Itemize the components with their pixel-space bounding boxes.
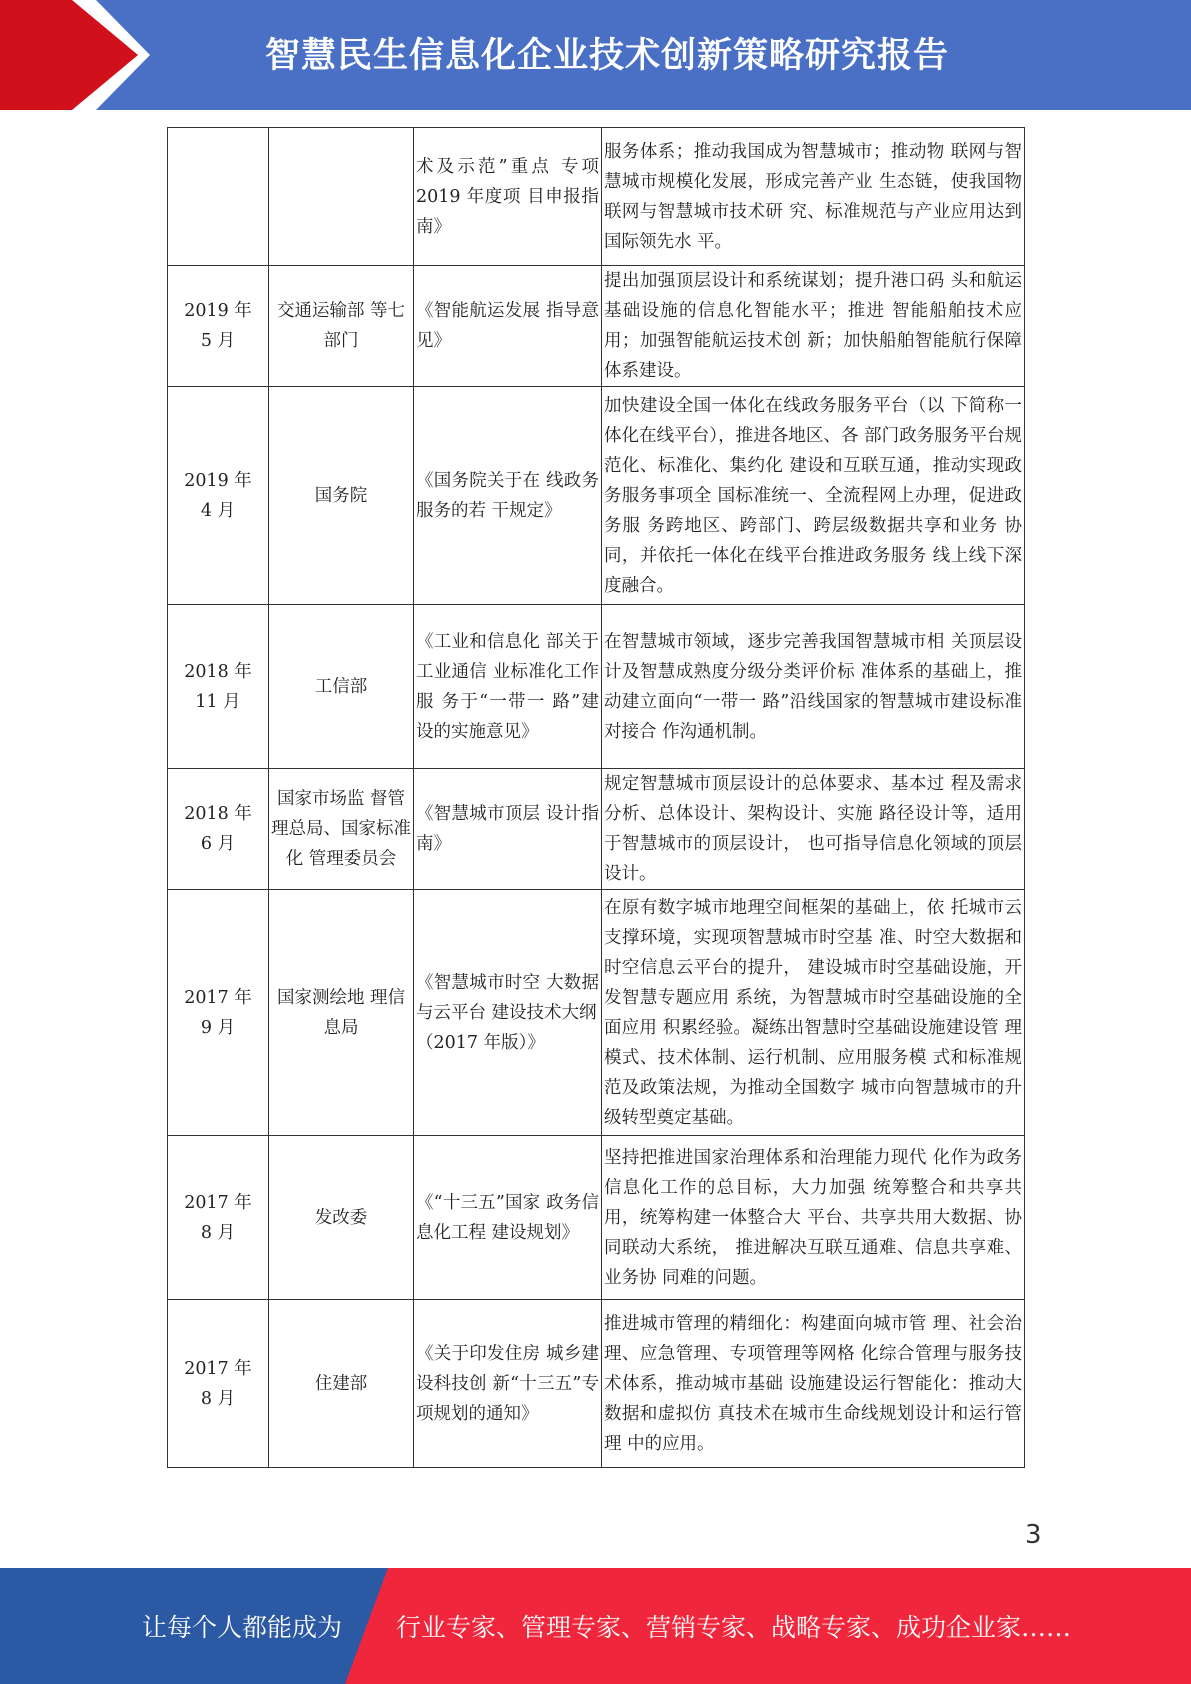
table-row: [168, 387, 1025, 605]
table-row: [168, 769, 1025, 890]
report-title: 智慧民生信息化企业技术创新策略研究报告: [265, 36, 950, 76]
date-cell: 2018 年 6 月: [168, 769, 269, 890]
org-cell: 工信部: [269, 605, 414, 769]
org-cell: 交通运输部 等七部门: [269, 266, 414, 387]
doc-cell: 《关于印发住房 城乡建设科技创 新“十三五”专 项规划的通知》: [414, 1300, 602, 1468]
footer-slogan-left: 让每个人都能成为: [142, 1613, 343, 1642]
page-number: 3: [1025, 1520, 1042, 1550]
doc-cell: 《智慧城市顶层 设计指南》: [414, 769, 602, 890]
date-cell: [168, 128, 269, 266]
doc-cell: 《“十三五”国家 政务信息化工程 建设规划》: [414, 1136, 602, 1300]
org-cell: 发改委: [269, 1136, 414, 1300]
policy-table: [167, 127, 1025, 1468]
page-footer: [0, 1568, 1191, 1684]
date-cell: 2018 年 11 月: [168, 605, 269, 769]
doc-cell: 《国务院关于在 线政务服务的若 干规定》: [414, 387, 602, 605]
date-cell: 2017 年 8 月: [168, 1136, 269, 1300]
table-row: [168, 890, 1025, 1136]
content-cell: 服务体系；推动我国成为智慧城市；推动物 联网与智慧城市规模化发展，形成完善产业 生态链，使我国物联网与智慧城市技术研 究、标准规范与产业应用达到国际领先水 平。: [602, 128, 1025, 266]
doc-cell: 术及示范”重点 专项 2019 年度项 目申报指南》: [414, 128, 602, 266]
org-cell: 国家测绘地 理信息局: [269, 890, 414, 1136]
table-row: [168, 605, 1025, 769]
org-cell: 国务院: [269, 387, 414, 605]
org-cell: 住建部: [269, 1300, 414, 1468]
doc-cell: 《工业和信息化 部关于工业通信 业标准化工作服 务于“一带一 路”建设的实施意见》: [414, 605, 602, 769]
page-header: [0, 0, 1191, 110]
content-cell: 在智慧城市领域，逐步完善我国智慧城市相 关顶层设计及智慧成熟度分级分类评价标 准体系的基础上，推动建立面向“一带一 路”沿线国家的智慧城市建设标准对接合 作沟通机制。: [602, 605, 1025, 769]
table-row: [168, 1136, 1025, 1300]
org-cell: [269, 128, 414, 266]
table-row: [168, 1300, 1025, 1468]
doc-cell: 《智能航运发展 指导意见》: [414, 266, 602, 387]
content-cell: 在原有数字城市地理空间框架的基础上，依 托城市云支撑环境，实现项智慧城市时空基 准、时空大数据和时空信息云平台的提升， 建设城市时空基础设施，开发智慧专题应用 系统，为智慧城市时空基础设施的全面应用 积累经验。凝练出智慧时空基础设施建设管 理模式、技术体制、运行机制、应用服务模 式和标准规范及政策法规，为推动全国数字 城市向智慧城市的升级转型奠定基础。: [602, 890, 1025, 1136]
table-row: [168, 266, 1025, 387]
header-chevron-red: [0, 0, 138, 110]
content-cell: 加快建设全国一体化在线政务服务平台（以 下简称一体化在线平台），推进各地区、各 部门政务服务平台规范化、标准化、集约化 建设和互联互通，推动实现政务服务事项全 国标准统一、全流程网上办理，促进政务服 务跨地区、跨部门、跨层级数据共享和业务 协同，并依托一体化在线平台推进政务服务 线上线下深度融合。: [602, 387, 1025, 605]
doc-cell: 《智慧城市时空 大数据与云平台 建设技术大纲 （2017 年版）》: [414, 890, 602, 1136]
date-cell: 2017 年 9 月: [168, 890, 269, 1136]
content-cell: 提出加强顶层设计和系统谋划；提升港口码 头和航运基础设施的信息化智能水平；推进 智能船舶技术应用；加强智能航运技术创 新；加快船舶智能航行保障体系建设。: [602, 266, 1025, 387]
content-cell: 规定智慧城市顶层设计的总体要求、基本过 程及需求分析、总体设计、架构设计、实施 路径设计等，适用于智慧城市的顶层设计， 也可指导信息化领域的顶层设计。: [602, 769, 1025, 890]
footer-slogan-right: 行业专家、管理专家、营销专家、战略专家、成功企业家……: [396, 1613, 1072, 1642]
content-cell: 推进城市管理的精细化：构建面向城市管 理、社会治理、应急管理、专项管理等网格 化综合管理与服务技术体系，推动城市基础 设施建设运行智能化：推动大数据和虚拟仿 真技术在城市生命线规划设计和运行管理 中的应用。: [602, 1300, 1025, 1468]
date-cell: 2019 年 5 月: [168, 266, 269, 387]
content-cell: 坚持把推进国家治理体系和治理能力现代 化作为政务信息化工作的总目标，大力加强 统筹整合和共享共用，统筹构建一体整合大 平台、共享共用大数据、协同联动大系统， 推进解决互联互通难、信息共享难、业务协 同难的问题。: [602, 1136, 1025, 1300]
table-row: [168, 128, 1025, 266]
date-cell: 2017 年 8 月: [168, 1300, 269, 1468]
date-cell: 2019 年 4 月: [168, 387, 269, 605]
org-cell: 国家市场监 督管理总局、国家标准化 管理委员会: [269, 769, 414, 890]
